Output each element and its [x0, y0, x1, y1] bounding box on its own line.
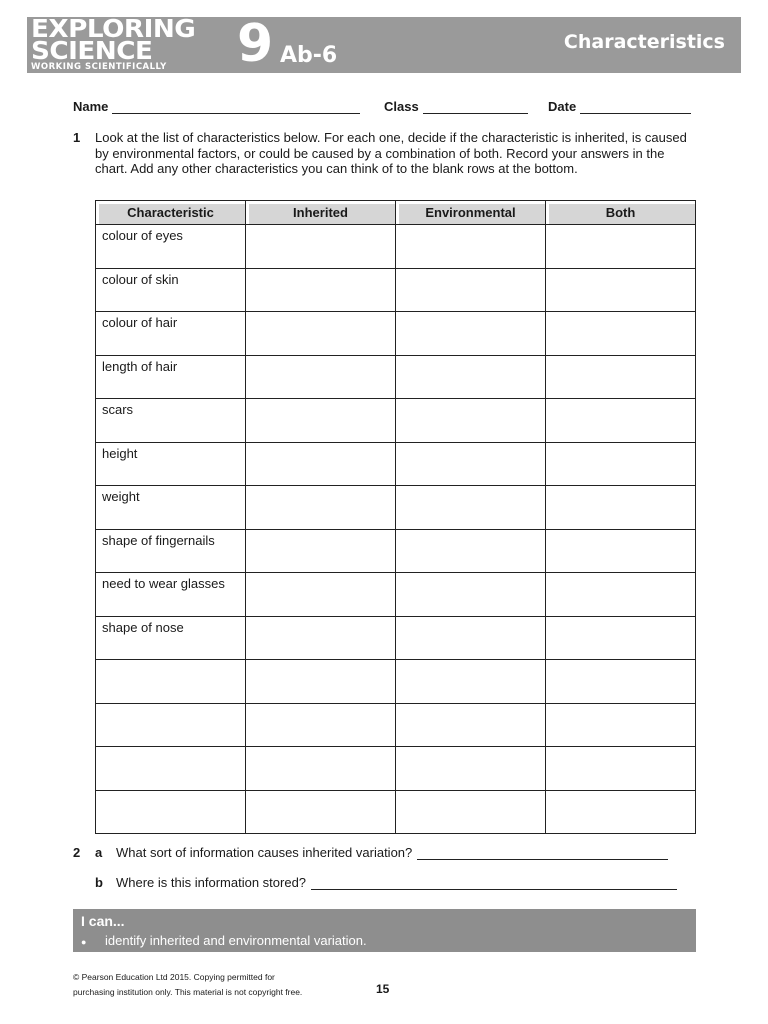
logo-exploring: EXPLORING [31, 14, 196, 43]
table-row [96, 660, 696, 704]
environmental-cell[interactable] [396, 660, 546, 704]
header-both: Both [546, 201, 696, 225]
question-1-text: Look at the list of characteristics below. For each one, decide if the characteristic is inherited, is caused by environmental factors, or could be caused by a combination of both. Record your answers in the chart. Add any other characteristics you can think of to the blank rows at the bottom. [95, 130, 687, 176]
date-field[interactable] [580, 99, 691, 114]
class-field-group [384, 99, 528, 114]
date-field-group [548, 99, 691, 114]
inherited-cell[interactable] [246, 399, 396, 443]
table-row [96, 573, 696, 617]
page-title: Characteristics [563, 31, 725, 53]
environmental-cell[interactable] [396, 268, 546, 312]
both-cell[interactable] [546, 355, 696, 399]
environmental-cell[interactable] [396, 442, 546, 486]
i-can-title: I can... [81, 913, 125, 929]
question-1-number: 1 [73, 130, 81, 145]
both-cell[interactable] [546, 312, 696, 356]
year-number: 9 [237, 14, 274, 74]
inherited-cell[interactable] [246, 573, 396, 617]
both-cell[interactable] [546, 268, 696, 312]
page-number: 15 [376, 982, 390, 996]
logo-science: SCIENCE [31, 36, 153, 65]
environmental-cell[interactable] [396, 616, 546, 660]
table-row [96, 399, 696, 443]
question-2a [73, 845, 668, 860]
environmental-cell[interactable] [396, 486, 546, 530]
question-2a-text: What sort of information causes inherited variation? [116, 845, 413, 860]
question-2b [73, 875, 677, 890]
both-cell[interactable] [546, 703, 696, 747]
environmental-cell[interactable] [396, 703, 546, 747]
logo-working-scientifically: WORKING SCIENTIFICALLY [31, 62, 167, 72]
copyright-line-1: © Pearson Education Ltd 2015. Copying permitted for [73, 972, 275, 982]
characteristic-cell[interactable] [96, 703, 246, 747]
inherited-cell[interactable] [246, 660, 396, 704]
inherited-cell[interactable] [246, 312, 396, 356]
question-2-number: 2 [73, 845, 81, 860]
characteristic-cell: shape of fingernails [96, 529, 246, 573]
inherited-cell[interactable] [246, 225, 396, 269]
characteristic-cell: colour of skin [96, 268, 246, 312]
characteristic-cell: colour of eyes [96, 225, 246, 269]
inherited-cell[interactable] [246, 790, 396, 834]
name-label: Name [73, 99, 109, 114]
header-characteristic: Characteristic [96, 201, 246, 225]
table-row [96, 529, 696, 573]
both-cell[interactable] [546, 399, 696, 443]
table-row [96, 703, 696, 747]
question-2b-answer-line[interactable] [311, 875, 677, 890]
inherited-cell[interactable] [246, 486, 396, 530]
environmental-cell[interactable] [396, 355, 546, 399]
characteristic-cell: need to wear glasses [96, 573, 246, 617]
date-label: Date [548, 99, 577, 114]
question-2a-answer-line[interactable] [417, 845, 668, 860]
header-banner [27, 14, 741, 74]
i-can-item-text: identify inherited and environmental variation. [105, 933, 367, 948]
name-field-group [73, 99, 360, 114]
characteristic-cell: colour of hair [96, 312, 246, 356]
environmental-cell[interactable] [396, 747, 546, 791]
characteristic-cell[interactable] [96, 660, 246, 704]
both-cell[interactable] [546, 616, 696, 660]
characteristics-table [95, 200, 696, 834]
logo [31, 14, 196, 72]
table-row [96, 442, 696, 486]
copyright-line-2: purchasing institution only. This material is not copyright free. [73, 987, 303, 997]
inherited-cell[interactable] [246, 355, 396, 399]
characteristic-cell: length of hair [96, 355, 246, 399]
characteristic-cell[interactable] [96, 747, 246, 791]
inherited-cell[interactable] [246, 268, 396, 312]
environmental-cell[interactable] [396, 529, 546, 573]
table-row [96, 268, 696, 312]
table-row [96, 747, 696, 791]
characteristic-cell: height [96, 442, 246, 486]
environmental-cell[interactable] [396, 790, 546, 834]
environmental-cell[interactable] [396, 225, 546, 269]
table-row [96, 616, 696, 660]
table-header-row [96, 201, 696, 225]
inherited-cell[interactable] [246, 616, 396, 660]
i-can-item [81, 933, 367, 948]
worksheet-code: Ab-6 [280, 43, 338, 68]
table-row [96, 486, 696, 530]
both-cell[interactable] [546, 442, 696, 486]
both-cell[interactable] [546, 573, 696, 617]
inherited-cell[interactable] [246, 747, 396, 791]
class-field[interactable] [423, 99, 528, 114]
both-cell[interactable] [546, 486, 696, 530]
inherited-cell[interactable] [246, 703, 396, 747]
question-2b-text: Where is this information stored? [116, 875, 307, 890]
table-row [96, 790, 696, 834]
characteristic-cell: shape of nose [96, 616, 246, 660]
copyright-notice [73, 970, 373, 1000]
bullet-icon: ● [81, 936, 87, 947]
question-2b-label: b [95, 875, 103, 890]
environmental-cell[interactable] [396, 573, 546, 617]
table-row [96, 225, 696, 269]
table-row [96, 312, 696, 356]
table-body [96, 225, 696, 834]
table-row [96, 355, 696, 399]
question-2a-label: a [95, 845, 103, 860]
both-cell[interactable] [546, 660, 696, 704]
characteristic-cell[interactable] [96, 790, 246, 834]
characteristic-cell: weight [96, 486, 246, 530]
characteristic-cell: scars [96, 399, 246, 443]
name-field[interactable] [112, 99, 360, 114]
both-cell[interactable] [546, 747, 696, 791]
both-cell[interactable] [546, 529, 696, 573]
student-fields [73, 99, 695, 117]
both-cell[interactable] [546, 225, 696, 269]
inherited-cell[interactable] [246, 529, 396, 573]
environmental-cell[interactable] [396, 399, 546, 443]
both-cell[interactable] [546, 790, 696, 834]
header-environmental: Environmental [396, 201, 546, 225]
header-inherited: Inherited [246, 201, 396, 225]
i-can-box [73, 909, 696, 952]
environmental-cell[interactable] [396, 312, 546, 356]
class-label: Class [384, 99, 419, 114]
inherited-cell[interactable] [246, 442, 396, 486]
